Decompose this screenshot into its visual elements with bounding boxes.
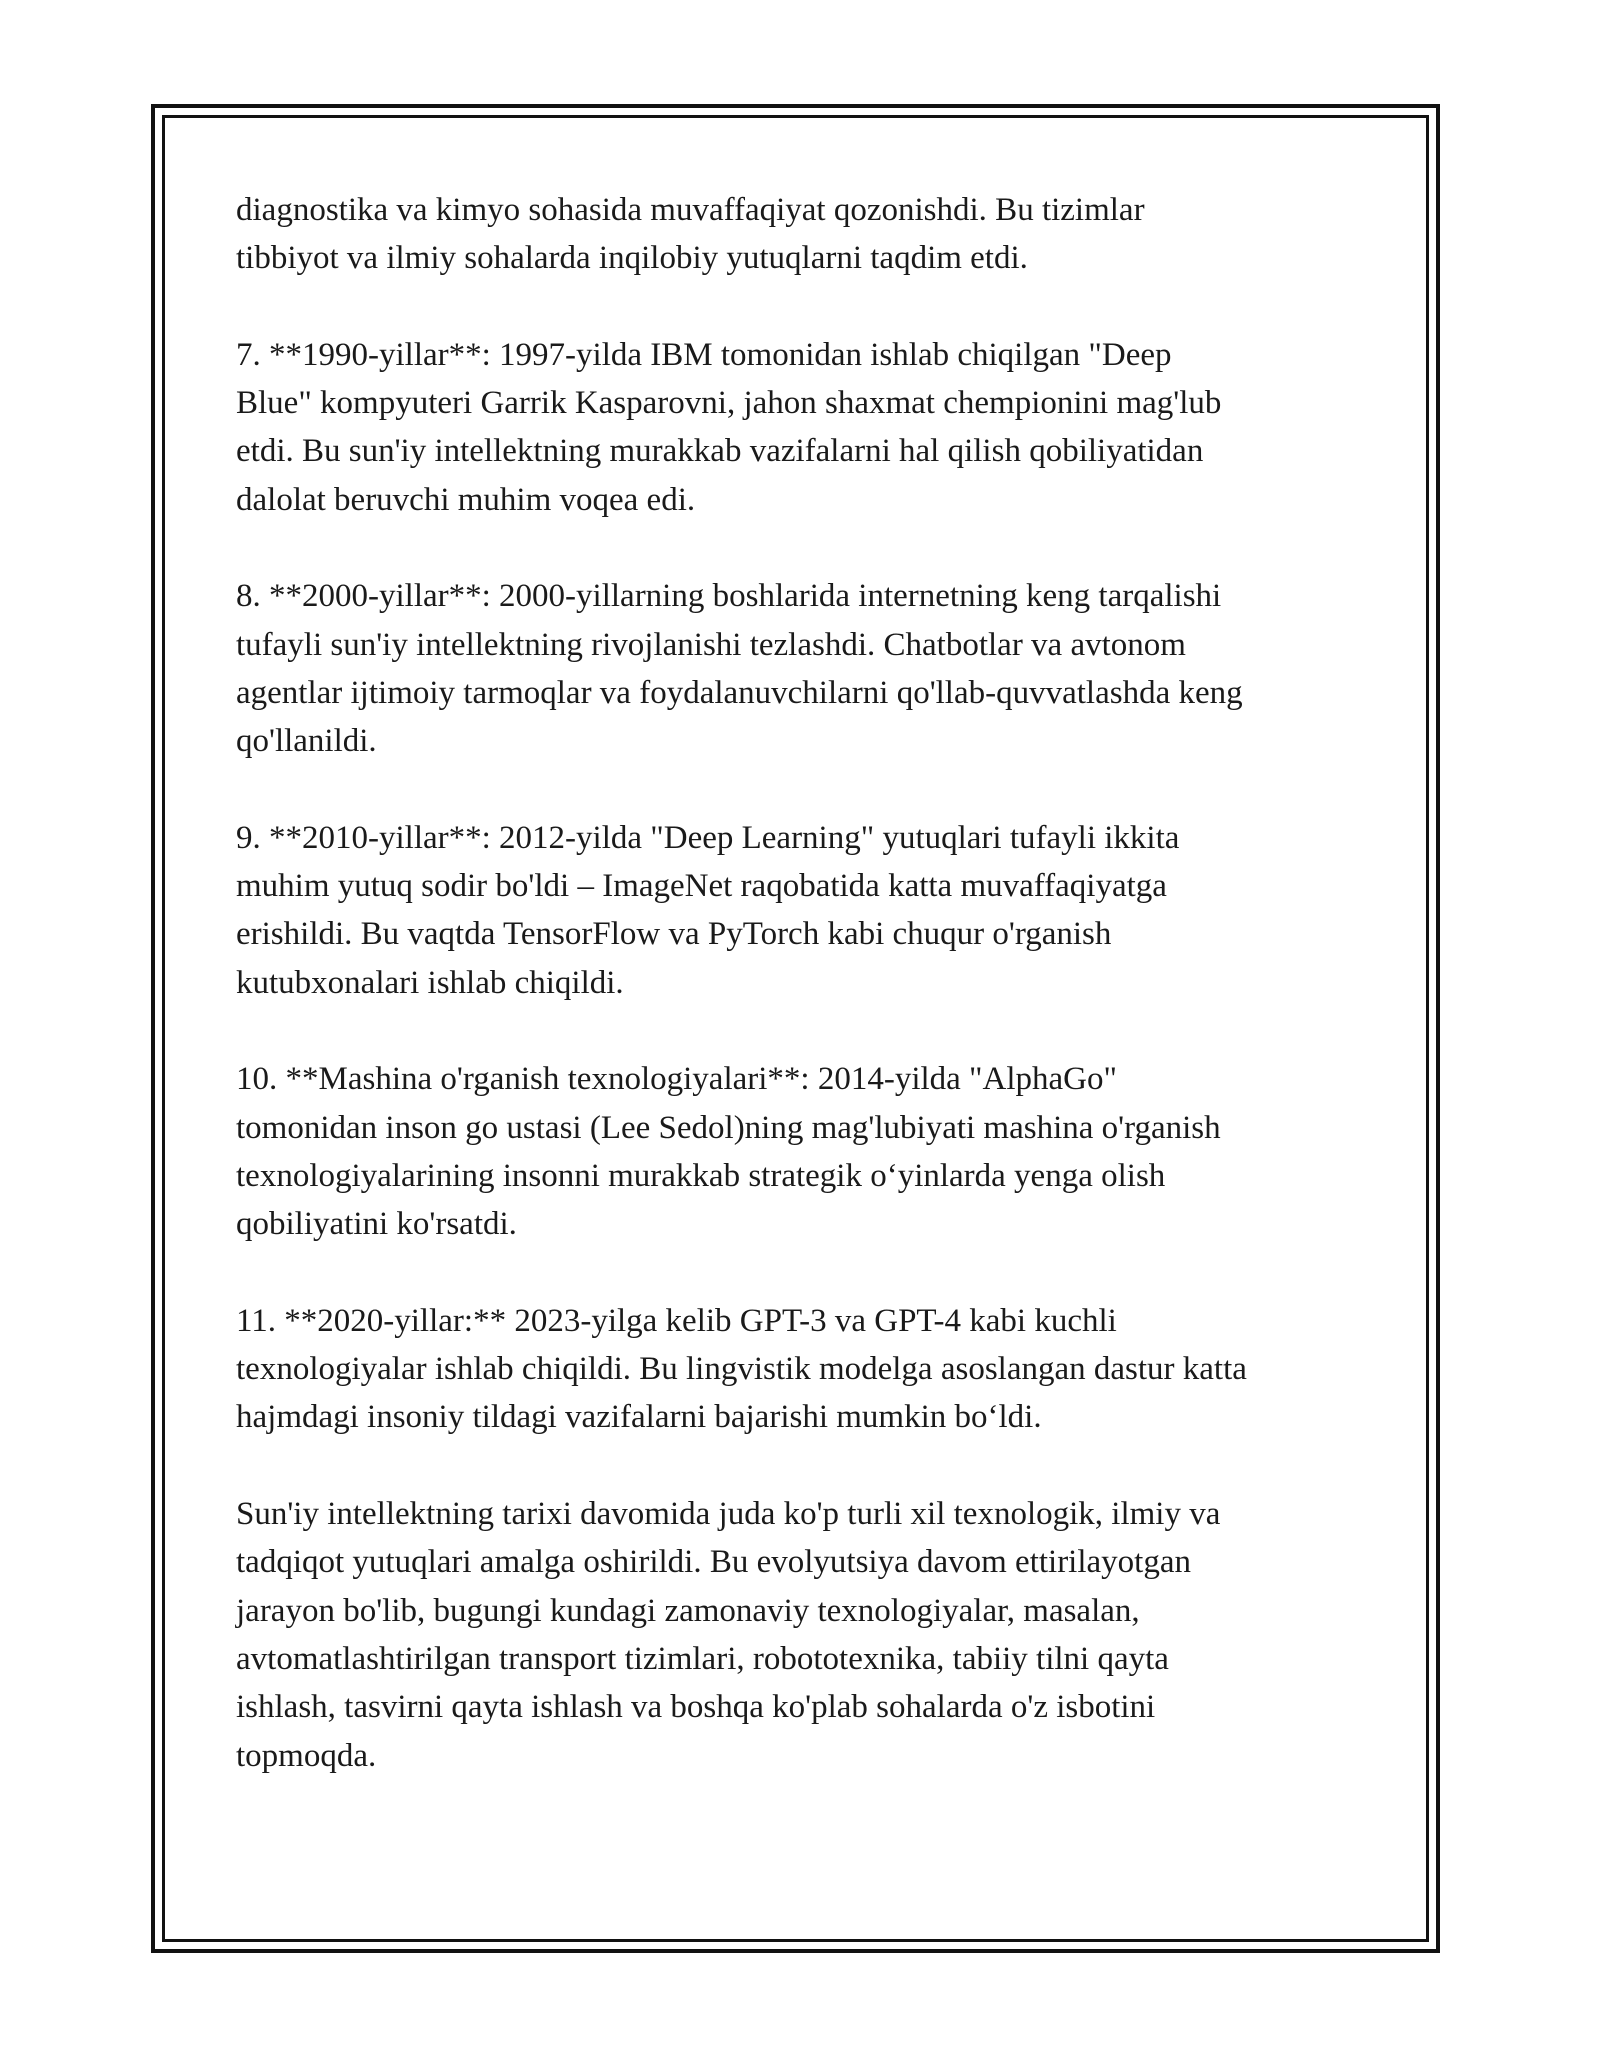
document-body — [236, 186, 1366, 1828]
list-item-machine-learning: 10. **Mashina o'rganish texnologiyalari**: 2014-yilda "AlphaGo" tomonidan inson go ustasi (Lee Sedol)ning mag'lubiyati mashina o'rganish texnologiyalarining insonni murakkab strategik o‘yinlarda yenga olish qobiliyatini ko'rsatdi. — [236, 1061, 1221, 1243]
list-item-1990s: 7. **1990-yillar**: 1997-yilda IBM tomonidan ishlab chiqilgan "Deep Blue" kompyuteri Garrik Kasparovni, jahon shaxmat chempionini mag'lub etdi. Bu sun'iy intellektning murakkab vazifalarni hal qilish qobiliyatidan dalolat beruvchi muhim voqea edi. — [236, 336, 1222, 518]
list-item-2000s: 8. **2000-yillar**: 2000-yillarning boshlarida internetning keng tarqalishi tufayli sun'iy intellektning rivojlanishi tezlashdi. Chatbotlar va avtonom agentlar ijtimoiy tarmoqlar va foydalanuvchilarni qo'llab-quvvatlashda keng qo'llanildi. — [236, 578, 1243, 760]
list-item-2010s: 9. **2010-yillar**: 2012-yilda "Deep Learning" yutuqlari tufayli ikkita muhim yutuq sodir bo'ldi – ImageNet raqobatida katta muvaffaqiyatga erishildi. Bu vaqtda TensorFlow va PyTorch kabi chuqur o'rganish kutubxonalari ishlab chiqildi. — [236, 819, 1180, 1001]
list-item-2020s: 11. **2020-yillar:** 2023-yilga kelib GPT-3 va GPT-4 kabi kuchli texnologiyalar ishlab chiqildi. Bu lingvistik modelga asoslangan dastur katta hajmdagi insoniy tildagi vazifalarni bajarishi mumkin bo‘ldi. — [236, 1302, 1247, 1436]
paragraph-conclusion: Sun'iy intellektning tarixi davomida juda ko'p turli xil texnologik, ilmiy va tadqiqot yutuqlari amalga oshirildi. Bu evolyutsiya davom ettirilayotgan jarayon bo'lib, bugungi kundagi zamonaviy texnologiyalar, masalan, avtomatlashtirilgan transport tizimlari, robototexnika, tabiiy tilni qayta ishlash, tasvirni qayta ishlash va boshqa ko'plab sohalarda o'z isbotini topmoqda. — [236, 1496, 1221, 1774]
paragraph-continuation: diagnostika va kimyo sohasida muvaffaqiyat qozonishdi. Bu tizimlar tibbiyot va ilmiy sohalarda inqilobiy yutuqlarni taqdim etdi. — [236, 192, 1145, 277]
